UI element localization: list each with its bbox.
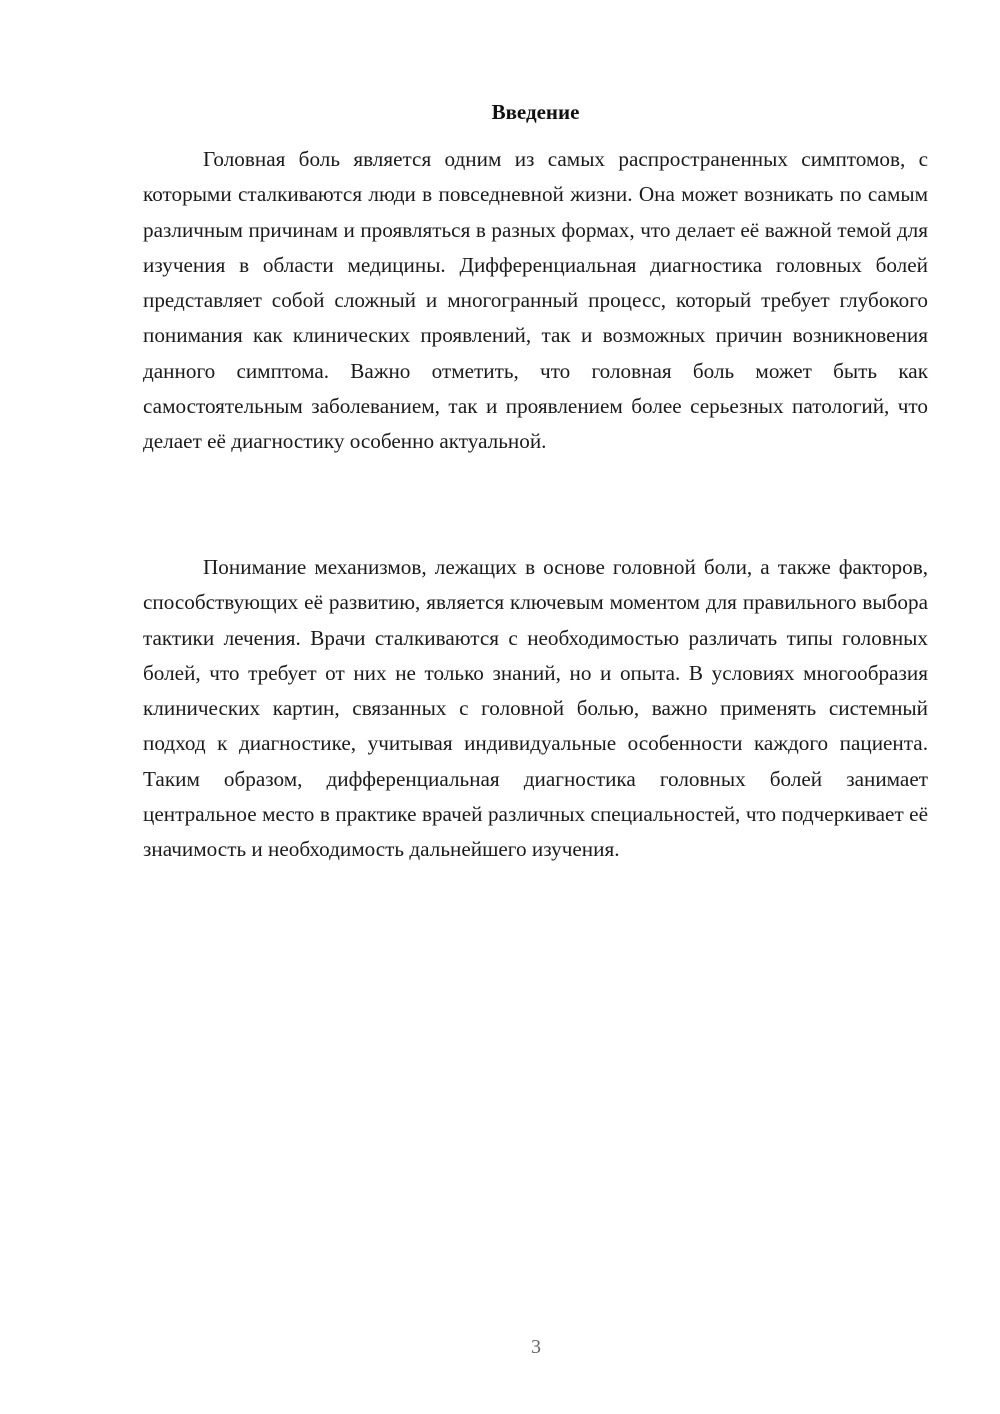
page-number: 3 xyxy=(531,1336,541,1358)
paragraph-introduction-1: Головная боль является одним из самых распространенных симптомов, с которыми сталкиваются люди в повседневной жизни. Она может возникать по самым различным причинам и проявляться в разных формах, что делает её важной темой для изучения в области медицины. Дифференциальная диагностика головных болей представляет собой сложный и многогранный процесс, который требует глубокого понимания как клинических проявлений, так и возможных причин возникновения данного симптома. Важно отметить, что головная боль может быть как самостоятельным заболеванием, так и проявлением более серьезных патологий, что делает её диагностику особенно актуальной. xyxy=(143,147,928,454)
section-heading: Введение xyxy=(491,100,580,124)
paragraph-introduction-2: Понимание механизмов, лежащих в основе головной боли, а также факторов, способствующих её развитию, является ключевым моментом для правильного выбора тактики лечения. Врачи сталкиваются с необходимостью различать типы головных болей, что требует от них не только знаний, но и опыта. В условиях многообразия клинических картин, связанных с головной болью, важно применять системный подход к диагностике, учитывая индивидуальные особенности каждого пациента. Таким образом, дифференциальная диагностика головных болей занимает центральное место в практике врачей различных специальностей, что подчеркивает её значимость и необходимость дальнейшего изучения. xyxy=(143,555,928,862)
